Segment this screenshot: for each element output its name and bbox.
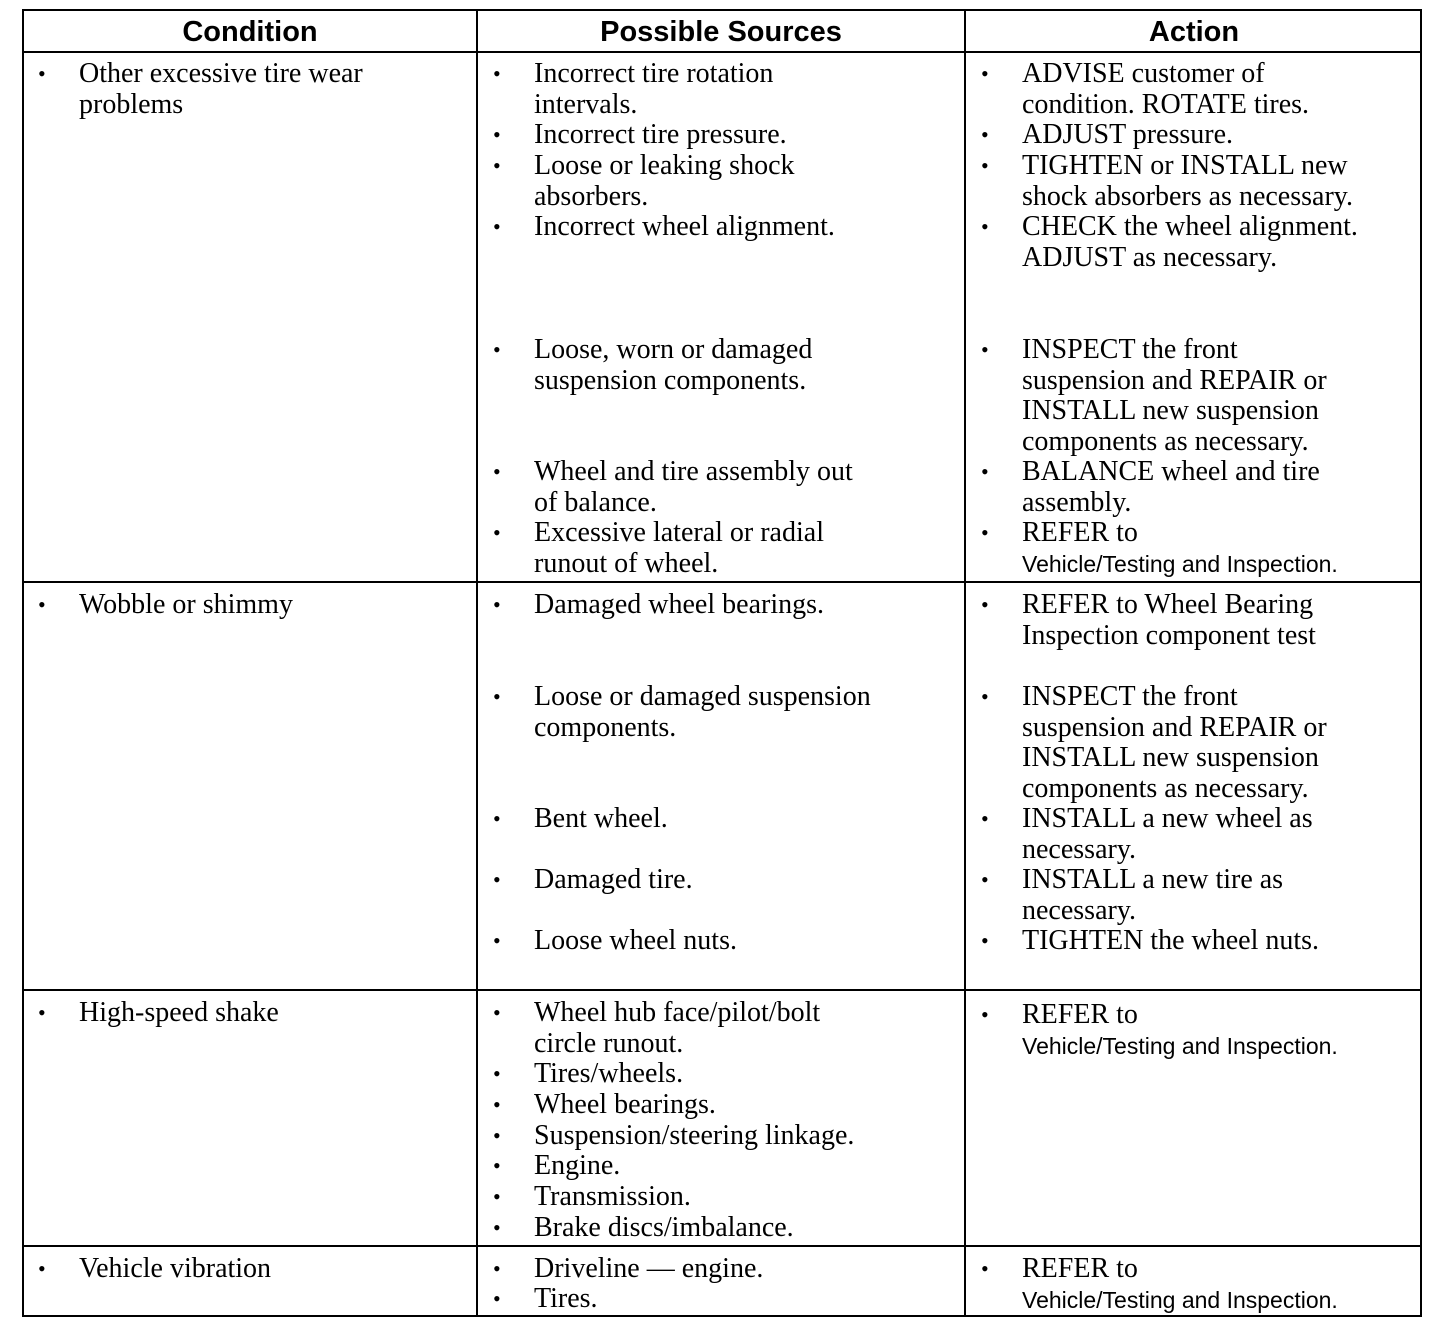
action-text-line: REFER to <box>1022 1253 1138 1284</box>
bullet-icon: • <box>981 459 989 484</box>
action-item <box>1022 59 1309 120</box>
action-item <box>1022 151 1353 212</box>
bullet-icon: • <box>493 1153 501 1178</box>
source-item <box>534 1121 854 1152</box>
action-text-line: necessary. <box>1022 833 1137 865</box>
source-text-line: Driveline — engine. <box>534 1253 764 1284</box>
action-text-line: INSTALL a new wheel as <box>1022 803 1313 834</box>
source-text-line: Incorrect wheel alignment. <box>534 211 835 242</box>
action-item <box>1022 865 1283 926</box>
row-divider <box>24 1245 1420 1247</box>
source-text-line: Brake discs/imbalance. <box>534 1212 794 1243</box>
source-item <box>534 335 812 396</box>
bullet-icon: • <box>981 867 989 892</box>
source-text-line: absorbers. <box>534 180 649 212</box>
bullet-icon: • <box>493 1092 501 1117</box>
source-item <box>534 1254 763 1285</box>
action-text-line: BALANCE wheel and tire <box>1022 456 1320 487</box>
action-text-line: components as necessary. <box>1022 772 1309 804</box>
bullet-icon: • <box>493 684 501 709</box>
source-item <box>534 1151 620 1182</box>
source-item <box>534 865 693 896</box>
action-text-line: REFER to <box>1022 517 1138 548</box>
action-text-line: suspension and REPAIR or <box>1022 711 1327 743</box>
bullet-icon: • <box>38 61 46 86</box>
source-text-line: Incorrect tire pressure. <box>534 119 787 150</box>
source-text-line: Damaged wheel bearings. <box>534 589 824 620</box>
bullet-icon: • <box>981 153 989 178</box>
action-text-line: Inspection component test <box>1022 619 1316 651</box>
action-text-line: INSPECT the front <box>1022 681 1238 712</box>
action-item <box>1022 926 1319 957</box>
source-text-line: Transmission. <box>534 1181 691 1212</box>
bullet-icon: • <box>981 61 989 86</box>
bullet-icon: • <box>493 806 501 831</box>
source-item <box>534 1182 691 1213</box>
action-text-line: Vehicle/Testing and Inspection. <box>1022 1032 1338 1059</box>
bullet-icon: • <box>38 592 46 617</box>
action-text-line: TIGHTEN or INSTALL new <box>1022 150 1348 181</box>
action-text-line: TIGHTEN the wheel nuts. <box>1022 925 1320 956</box>
condition-item <box>79 590 293 621</box>
header-action: Action <box>1148 15 1240 48</box>
condition-text-line: High-speed shake <box>79 997 279 1028</box>
source-item <box>534 998 820 1059</box>
source-text-line: Loose wheel nuts. <box>534 925 737 956</box>
source-text-line: Wheel bearings. <box>534 1089 716 1120</box>
source-item <box>534 926 737 957</box>
bullet-icon: • <box>38 1000 46 1025</box>
condition-text-line: Wobble or shimmy <box>79 589 293 620</box>
source-text-line: Wheel and tire assembly out <box>534 456 853 487</box>
bullet-icon: • <box>981 684 989 709</box>
action-text-line: necessary. <box>1022 894 1137 926</box>
bullet-icon: • <box>981 1002 989 1027</box>
header-possible-sources: Possible Sources <box>600 15 842 48</box>
source-item <box>534 590 824 621</box>
condition-item <box>79 998 279 1029</box>
bullet-icon: • <box>493 337 501 362</box>
bullet-icon: • <box>493 1184 501 1209</box>
source-item <box>534 1284 598 1315</box>
action-text-line: Vehicle/Testing and Inspection. <box>1022 1286 1338 1313</box>
bullet-icon: • <box>981 592 989 617</box>
action-text-line: Vehicle/Testing and Inspection. <box>1022 550 1338 577</box>
bullet-icon: • <box>493 1123 501 1148</box>
column-divider <box>964 11 966 1315</box>
action-text-line: assembly. <box>1022 486 1132 518</box>
source-text-line: Damaged tire. <box>534 864 693 895</box>
source-item <box>534 59 773 120</box>
bullet-icon: • <box>493 153 501 178</box>
bullet-icon: • <box>493 592 501 617</box>
source-text-line: Bent wheel. <box>534 803 668 834</box>
bullet-icon: • <box>981 1256 989 1281</box>
action-text-line: INSTALL a new tire as <box>1022 864 1284 895</box>
action-text-line: shock absorbers as necessary. <box>1022 180 1353 212</box>
bullet-icon: • <box>493 867 501 892</box>
bullet-icon: • <box>493 459 501 484</box>
column-divider <box>476 11 478 1315</box>
condition-item <box>79 1254 271 1285</box>
source-item <box>534 1090 716 1121</box>
action-item <box>1022 212 1358 273</box>
action-item <box>1022 1000 1338 1061</box>
source-item <box>534 1059 683 1090</box>
action-item <box>1022 335 1327 457</box>
source-item <box>534 457 853 518</box>
action-item <box>1022 590 1316 651</box>
source-text-line: Loose or damaged suspension <box>534 681 871 712</box>
action-item <box>1022 120 1233 151</box>
source-text-line: runout of wheel. <box>534 547 719 579</box>
condition-item <box>79 59 363 120</box>
header-condition: Condition <box>182 15 318 48</box>
source-text-line: components. <box>534 711 677 743</box>
source-text-line: suspension components. <box>534 364 807 396</box>
action-text-line: suspension and REPAIR or <box>1022 364 1327 396</box>
source-text-line: Engine. <box>534 1150 621 1181</box>
bullet-icon: • <box>493 61 501 86</box>
bullet-icon: • <box>981 520 989 545</box>
action-text-line: INSTALL new suspension <box>1022 742 1319 774</box>
action-item <box>1022 457 1320 518</box>
action-text-line: INSTALL new suspension <box>1022 395 1319 427</box>
source-text-line: Excessive lateral or radial <box>534 517 824 548</box>
action-text-line: INSPECT the front <box>1022 334 1238 365</box>
bullet-icon: • <box>493 214 501 239</box>
bullet-icon: • <box>493 520 501 545</box>
source-text-line: Incorrect tire rotation <box>534 58 774 89</box>
source-item <box>534 212 835 243</box>
bullet-icon: • <box>493 928 501 953</box>
bullet-icon: • <box>493 122 501 147</box>
action-text-line: components as necessary. <box>1022 425 1309 457</box>
condition-text-line: Other excessive tire wear <box>79 58 363 89</box>
source-text-line: Loose or leaking shock <box>534 150 795 181</box>
action-item <box>1022 804 1313 865</box>
bullet-icon: • <box>493 1215 501 1240</box>
bullet-icon: • <box>981 806 989 831</box>
source-item <box>534 518 824 579</box>
source-item <box>534 1213 794 1244</box>
row-divider <box>24 581 1420 583</box>
action-text-line: REFER to <box>1022 999 1138 1030</box>
bullet-icon: • <box>493 1286 501 1311</box>
source-text-line: Wheel hub face/pilot/bolt <box>534 997 821 1028</box>
bullet-icon: • <box>981 122 989 147</box>
action-text-line: ADJUST pressure. <box>1022 119 1234 150</box>
action-item <box>1022 682 1327 804</box>
source-text-line: Tires. <box>534 1283 598 1314</box>
action-item <box>1022 518 1338 579</box>
source-item <box>534 682 871 743</box>
source-item <box>534 151 795 212</box>
source-item <box>534 804 668 835</box>
bullet-icon: • <box>981 214 989 239</box>
action-text-line: condition. ROTATE tires. <box>1022 88 1310 120</box>
bullet-icon: • <box>981 928 989 953</box>
action-text-line: ADJUST as necessary. <box>1022 241 1278 273</box>
bullet-icon: • <box>493 1061 501 1086</box>
bullet-icon: • <box>493 1000 501 1025</box>
condition-text-line: problems <box>79 88 184 120</box>
row-divider <box>24 989 1420 991</box>
source-text-line: intervals. <box>534 88 638 120</box>
bullet-icon: • <box>38 1256 46 1281</box>
source-text-line: of balance. <box>534 486 657 518</box>
source-text-line: circle runout. <box>534 1027 684 1059</box>
diagnosis-table <box>22 9 1422 1317</box>
action-item <box>1022 1254 1338 1315</box>
source-text-line: Loose, worn or damaged <box>534 334 813 365</box>
source-item <box>534 120 787 151</box>
bullet-icon: • <box>981 337 989 362</box>
action-text-line: CHECK the wheel alignment. <box>1022 211 1358 242</box>
action-text-line: REFER to Wheel Bearing <box>1022 589 1314 620</box>
source-text-line: Tires/wheels. <box>534 1058 684 1089</box>
condition-text-line: Vehicle vibration <box>79 1253 272 1284</box>
bullet-icon: • <box>493 1256 501 1281</box>
source-text-line: Suspension/steering linkage. <box>534 1120 855 1151</box>
action-text-line: ADVISE customer of <box>1022 58 1265 89</box>
